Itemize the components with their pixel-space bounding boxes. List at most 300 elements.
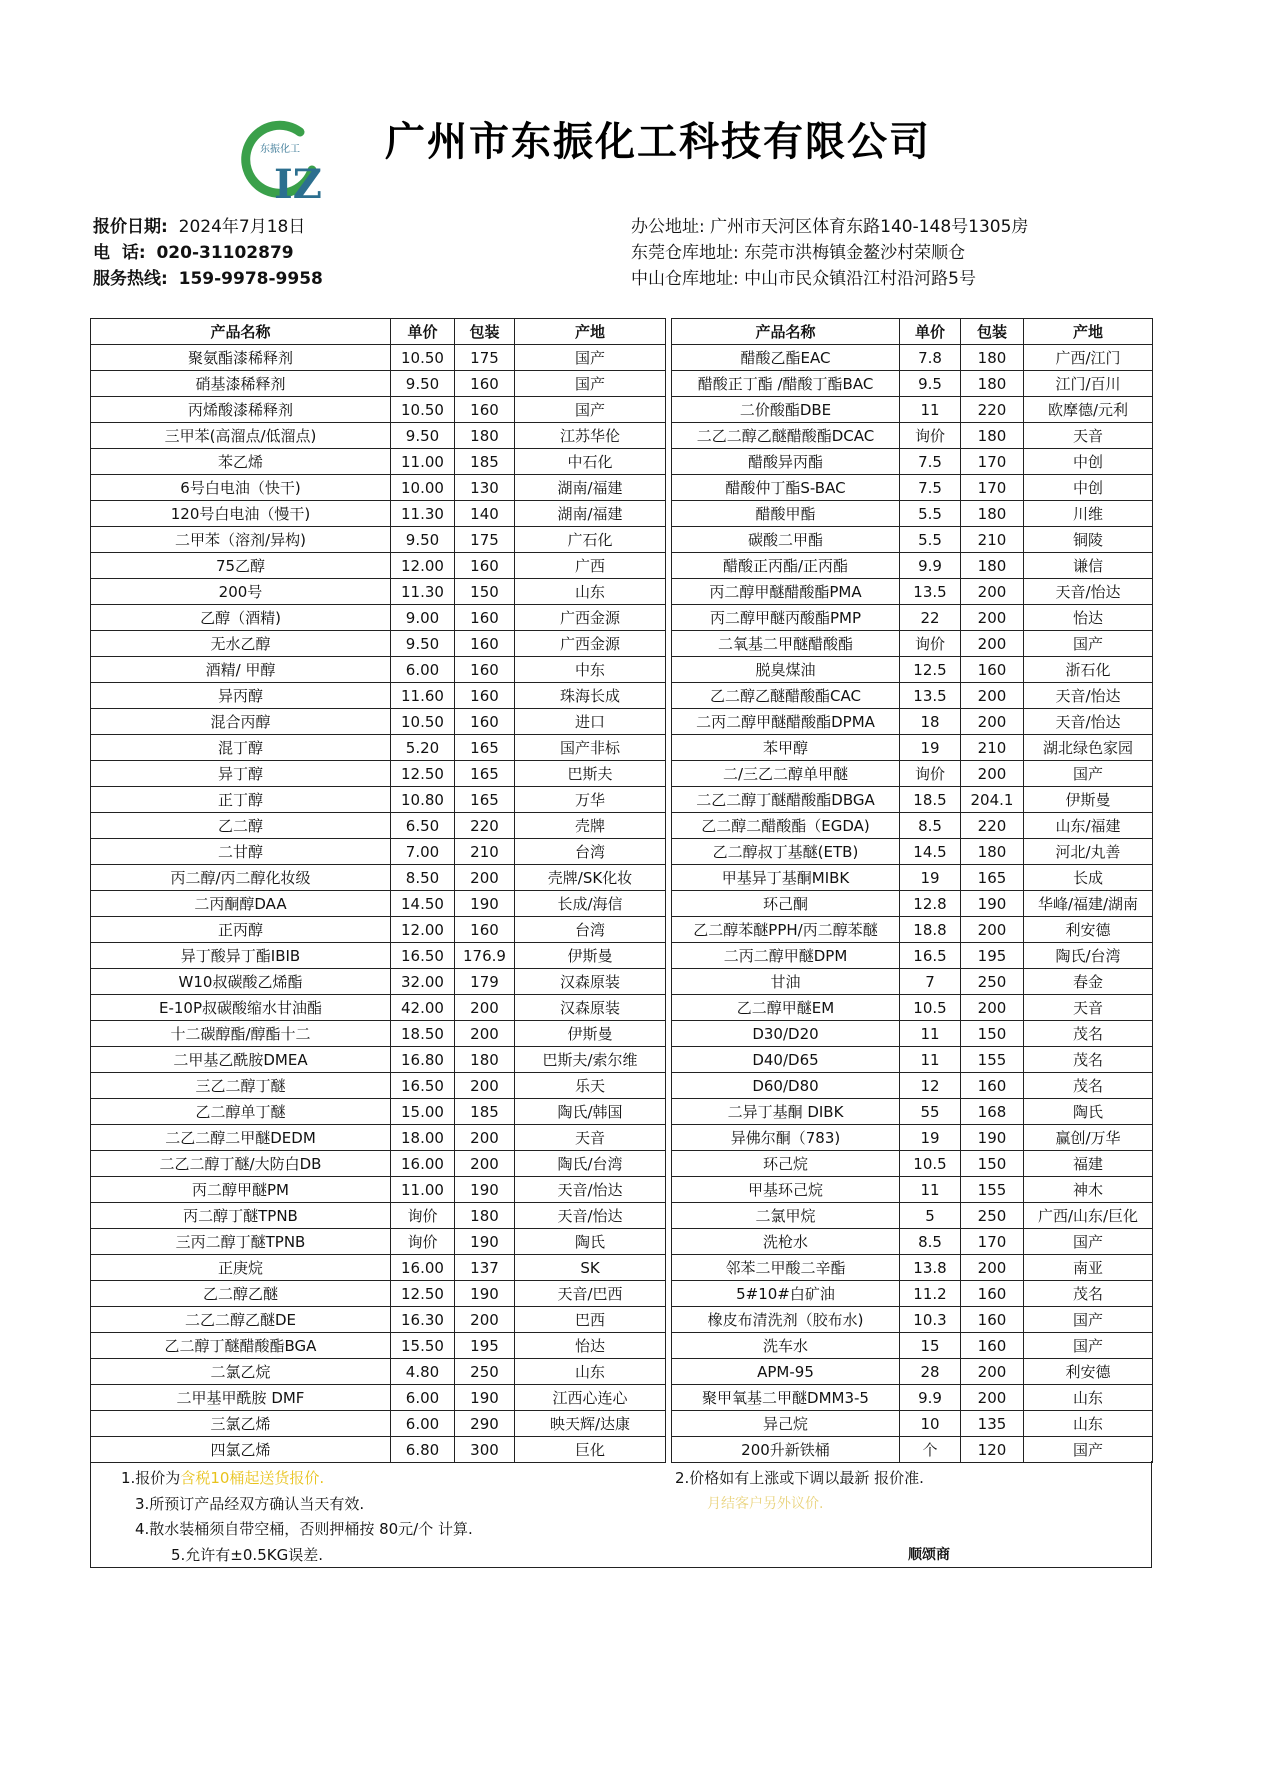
left-product-name: 二氯乙烷	[91, 1359, 391, 1385]
left-package: 200	[455, 995, 515, 1021]
table-row	[91, 605, 1153, 631]
left-product-name: W10叔碳酸乙烯酯	[91, 969, 391, 995]
left-origin: 万华	[515, 787, 666, 813]
right-unit-price: 22	[900, 605, 961, 631]
header-package-right: 包装	[961, 319, 1024, 345]
table-row	[91, 917, 1153, 943]
right-package: 250	[961, 1203, 1024, 1229]
left-package: 190	[455, 891, 515, 917]
left-origin: 长成/海信	[515, 891, 666, 917]
svg-text:IZ: IZ	[274, 161, 322, 202]
left-product-name: 三氯乙烯	[91, 1411, 391, 1437]
left-unit-price: 11.00	[391, 449, 455, 475]
table-row	[91, 1359, 1153, 1385]
table-row	[91, 657, 1153, 683]
right-package: 210	[961, 527, 1024, 553]
right-unit-price: 19	[900, 1125, 961, 1151]
right-origin: 茂名	[1024, 1073, 1153, 1099]
table-row	[91, 1281, 1153, 1307]
left-unit-price: 8.50	[391, 865, 455, 891]
left-origin: 壳牌/SK化妆	[515, 865, 666, 891]
right-origin: 长成	[1024, 865, 1153, 891]
right-product-name: 异己烷	[672, 1411, 900, 1437]
right-product-name: 聚甲氧基二甲醚DMM3-5	[672, 1385, 900, 1411]
header-origin-right: 产地	[1024, 319, 1153, 345]
left-origin: 天音/怡达	[515, 1177, 666, 1203]
left-package: 165	[455, 787, 515, 813]
right-origin: 茂名	[1024, 1281, 1153, 1307]
right-origin: 江门/百川	[1024, 371, 1153, 397]
left-unit-price: 询价	[391, 1229, 455, 1255]
right-origin: 欧摩德/元利	[1024, 397, 1153, 423]
left-unit-price: 11.00	[391, 1177, 455, 1203]
left-unit-price: 12.00	[391, 553, 455, 579]
table-row	[91, 1385, 1153, 1411]
right-package: 200	[961, 917, 1024, 943]
right-unit-price: 询价	[900, 631, 961, 657]
right-origin: 天音/怡达	[1024, 709, 1153, 735]
right-unit-price: 11	[900, 397, 961, 423]
right-package: 195	[961, 943, 1024, 969]
right-unit-price: 12	[900, 1073, 961, 1099]
left-unit-price: 6.80	[391, 1437, 455, 1463]
left-package: 175	[455, 527, 515, 553]
right-unit-price: 10.5	[900, 995, 961, 1021]
left-origin: 广西金源	[515, 605, 666, 631]
dongguan-warehouse-row: 东莞仓库地址: 东莞市洪梅镇金鳌沙村荣顺仓	[631, 243, 966, 263]
left-unit-price: 9.50	[391, 631, 455, 657]
right-unit-price: 7.8	[900, 345, 961, 371]
right-unit-price: 12.5	[900, 657, 961, 683]
right-unit-price: 8.5	[900, 813, 961, 839]
right-unit-price: 18	[900, 709, 961, 735]
right-origin: 浙石化	[1024, 657, 1153, 683]
left-package: 130	[455, 475, 515, 501]
left-unit-price: 12.50	[391, 761, 455, 787]
right-product-name: 二价酸酯DBE	[672, 397, 900, 423]
left-origin: 进口	[515, 709, 666, 735]
left-product-name: 三乙二醇丁醚	[91, 1073, 391, 1099]
quote-date-row: 报价日期: 2024年7月18日	[93, 217, 306, 237]
right-package: 155	[961, 1177, 1024, 1203]
left-product-name: 丙二醇丁醚TPNB	[91, 1203, 391, 1229]
right-origin: 川维	[1024, 501, 1153, 527]
table-row	[91, 579, 1153, 605]
right-origin: 华峰/福建/湖南	[1024, 891, 1153, 917]
right-unit-price: 7	[900, 969, 961, 995]
left-product-name: 乙二醇单丁醚	[91, 1099, 391, 1125]
table-row	[91, 683, 1153, 709]
left-package: 160	[455, 553, 515, 579]
left-unit-price: 11.60	[391, 683, 455, 709]
right-origin: 铜陵	[1024, 527, 1153, 553]
right-product-name: 环己酮	[672, 891, 900, 917]
left-unit-price: 9.50	[391, 371, 455, 397]
left-product-name: 混合丙醇	[91, 709, 391, 735]
left-unit-price: 10.80	[391, 787, 455, 813]
left-package: 200	[455, 1307, 515, 1333]
right-origin: 陶氏/台湾	[1024, 943, 1153, 969]
right-unit-price: 10	[900, 1411, 961, 1437]
contact-info	[93, 214, 323, 292]
right-origin: 天音	[1024, 995, 1153, 1021]
right-unit-price: 19	[900, 735, 961, 761]
left-package: 160	[455, 657, 515, 683]
table-row	[91, 1177, 1153, 1203]
table-row	[91, 527, 1153, 553]
left-product-name: 乙二醇丁醚醋酸酯BGA	[91, 1333, 391, 1359]
right-package: 200	[961, 579, 1024, 605]
right-origin: 国产	[1024, 631, 1153, 657]
left-unit-price: 42.00	[391, 995, 455, 1021]
header-package-left: 包装	[455, 319, 515, 345]
left-origin: 广西	[515, 553, 666, 579]
right-product-name: 醋酸异丙酯	[672, 449, 900, 475]
left-origin: 国产非标	[515, 735, 666, 761]
right-package: 180	[961, 501, 1024, 527]
left-unit-price: 16.30	[391, 1307, 455, 1333]
left-product-name: 三丙二醇丁醚TPNB	[91, 1229, 391, 1255]
table-row	[91, 345, 1153, 371]
company-title: 广州市东振化工科技有限公司	[385, 119, 931, 165]
right-origin: 谦信	[1024, 553, 1153, 579]
right-package: 180	[961, 553, 1024, 579]
left-product-name: 硝基漆稀释剂	[91, 371, 391, 397]
left-package: 200	[455, 1125, 515, 1151]
left-product-name: 异丙醇	[91, 683, 391, 709]
right-unit-price: 9.5	[900, 371, 961, 397]
table-row	[91, 787, 1153, 813]
table-row	[91, 501, 1153, 527]
right-product-name: 醋酸正丁酯 /醋酸丁酯BAC	[672, 371, 900, 397]
right-origin: 中创	[1024, 475, 1153, 501]
company-logo	[240, 118, 324, 202]
right-product-name: 乙二醇叔丁基醚(ETB)	[672, 839, 900, 865]
right-package: 220	[961, 397, 1024, 423]
left-product-name: 丙烯酸漆稀释剂	[91, 397, 391, 423]
left-unit-price: 16.50	[391, 943, 455, 969]
right-origin: 国产	[1024, 1437, 1153, 1463]
left-product-name: 丙二醇/丙二醇化妆级	[91, 865, 391, 891]
right-origin: 利安德	[1024, 917, 1153, 943]
table-row	[91, 761, 1153, 787]
right-product-name: 二丙二醇甲醚DPM	[672, 943, 900, 969]
right-unit-price: 18.5	[900, 787, 961, 813]
right-product-name: 二异丁基酮 DIBK	[672, 1099, 900, 1125]
table-row	[91, 1073, 1153, 1099]
right-package: 170	[961, 475, 1024, 501]
left-product-name: 乙二醇乙醚	[91, 1281, 391, 1307]
note-2: 2.价格如有上涨或下调以最新 报价准.	[675, 1469, 924, 1487]
right-unit-price: 7.5	[900, 475, 961, 501]
right-origin: 天音/怡达	[1024, 579, 1153, 605]
right-package: 150	[961, 1021, 1024, 1047]
table-row	[91, 423, 1153, 449]
left-origin: 国产	[515, 345, 666, 371]
left-package: 190	[455, 1229, 515, 1255]
left-unit-price: 5.20	[391, 735, 455, 761]
table-row	[91, 1099, 1153, 1125]
left-origin: 天音/怡达	[515, 1203, 666, 1229]
left-package: 250	[455, 1359, 515, 1385]
left-product-name: 乙醇（酒精)	[91, 605, 391, 631]
right-origin: 福建	[1024, 1151, 1153, 1177]
right-unit-price: 15	[900, 1333, 961, 1359]
left-product-name: 二乙二醇丁醚/大防白DB	[91, 1151, 391, 1177]
right-package: 204.1	[961, 787, 1024, 813]
left-package: 160	[455, 631, 515, 657]
table-row	[91, 1203, 1153, 1229]
table-row	[91, 839, 1153, 865]
right-unit-price: 10.5	[900, 1151, 961, 1177]
left-unit-price: 10.50	[391, 397, 455, 423]
left-product-name: 二甘醇	[91, 839, 391, 865]
left-package: 160	[455, 397, 515, 423]
right-origin: 国产	[1024, 1307, 1153, 1333]
right-package: 200	[961, 605, 1024, 631]
left-origin: 陶氏/韩国	[515, 1099, 666, 1125]
left-product-name: 三甲苯(高溜点/低溜点)	[91, 423, 391, 449]
left-product-name: 二甲基乙酰胺DMEA	[91, 1047, 391, 1073]
right-product-name: 脱臭煤油	[672, 657, 900, 683]
left-product-name: 十二碳醇酯/醇酯十二	[91, 1021, 391, 1047]
right-product-name: 醋酸正丙酯/正丙酯	[672, 553, 900, 579]
right-package: 160	[961, 1333, 1024, 1359]
left-unit-price: 16.00	[391, 1151, 455, 1177]
right-product-name: 甲基环己烷	[672, 1177, 900, 1203]
left-product-name: 正丙醇	[91, 917, 391, 943]
right-package: 150	[961, 1151, 1024, 1177]
left-origin: 广石化	[515, 527, 666, 553]
right-product-name: 环己烷	[672, 1151, 900, 1177]
left-product-name: 苯乙烯	[91, 449, 391, 475]
left-package: 195	[455, 1333, 515, 1359]
right-product-name: 异佛尔酮（783)	[672, 1125, 900, 1151]
left-package: 220	[455, 813, 515, 839]
left-unit-price: 11.30	[391, 501, 455, 527]
right-product-name: 二乙二醇乙醚醋酸酯DCAC	[672, 423, 900, 449]
right-package: 200	[961, 1255, 1024, 1281]
left-package: 185	[455, 1099, 515, 1125]
right-product-name: 二氧基二甲醚醋酸酯	[672, 631, 900, 657]
left-package: 190	[455, 1385, 515, 1411]
right-product-name: APM-95	[672, 1359, 900, 1385]
right-product-name: 乙二醇苯醚PPH/丙二醇苯醚	[672, 917, 900, 943]
right-unit-price: 13.8	[900, 1255, 961, 1281]
right-unit-price: 28	[900, 1359, 961, 1385]
left-unit-price: 7.00	[391, 839, 455, 865]
table-row	[91, 1151, 1153, 1177]
right-unit-price: 5	[900, 1203, 961, 1229]
left-package: 180	[455, 1047, 515, 1073]
left-product-name: 酒精/ 甲醇	[91, 657, 391, 683]
right-package: 200	[961, 683, 1024, 709]
left-origin: 台湾	[515, 917, 666, 943]
right-package: 120	[961, 1437, 1024, 1463]
left-package: 160	[455, 917, 515, 943]
right-product-name: 甲基异丁基酮MIBK	[672, 865, 900, 891]
left-origin: 映天辉/达康	[515, 1411, 666, 1437]
right-product-name: 碳酸二甲酯	[672, 527, 900, 553]
left-origin: 怡达	[515, 1333, 666, 1359]
price-table	[90, 318, 1153, 1463]
right-origin: 国产	[1024, 1229, 1153, 1255]
left-package: 137	[455, 1255, 515, 1281]
right-package: 200	[961, 761, 1024, 787]
left-origin: 天音/巴西	[515, 1281, 666, 1307]
right-origin: 神木	[1024, 1177, 1153, 1203]
right-unit-price: 9.9	[900, 553, 961, 579]
right-product-name: 橡皮布清洗剂（胶布水)	[672, 1307, 900, 1333]
right-origin: 怡达	[1024, 605, 1153, 631]
right-package: 160	[961, 657, 1024, 683]
left-package: 175	[455, 345, 515, 371]
right-product-name: 二氯甲烷	[672, 1203, 900, 1229]
notes-box	[90, 1461, 1152, 1568]
right-product-name: 5#10#白矿油	[672, 1281, 900, 1307]
price-table-body	[91, 345, 1153, 1463]
right-unit-price: 11	[900, 1177, 961, 1203]
right-unit-price: 12.8	[900, 891, 961, 917]
left-unit-price: 14.50	[391, 891, 455, 917]
left-package: 290	[455, 1411, 515, 1437]
right-unit-price: 询价	[900, 761, 961, 787]
note-5: 5.允许有±0.5KG误差.	[171, 1546, 323, 1564]
left-origin: 汉森原装	[515, 969, 666, 995]
table-row	[91, 1411, 1153, 1437]
right-package: 155	[961, 1047, 1024, 1073]
right-origin: 赢创/万华	[1024, 1125, 1153, 1151]
right-package: 160	[961, 1073, 1024, 1099]
table-row	[91, 735, 1153, 761]
right-unit-price: 18.8	[900, 917, 961, 943]
left-origin: 巴斯夫/索尔维	[515, 1047, 666, 1073]
note-1: 1.报价为含税10桶起送货报价.	[121, 1469, 325, 1487]
left-product-name: 无水乙醇	[91, 631, 391, 657]
left-product-name: 聚氨酯漆稀释剂	[91, 345, 391, 371]
left-package: 140	[455, 501, 515, 527]
right-product-name: 醋酸甲酯	[672, 501, 900, 527]
right-unit-price: 5.5	[900, 527, 961, 553]
signature: 顺颂商	[908, 1547, 950, 1563]
right-unit-price: 16.5	[900, 943, 961, 969]
left-origin: 台湾	[515, 839, 666, 865]
left-product-name: 二丙酮醇DAA	[91, 891, 391, 917]
left-origin: 巴斯夫	[515, 761, 666, 787]
left-product-name: 混丁醇	[91, 735, 391, 761]
right-package: 160	[961, 1307, 1024, 1333]
right-package: 200	[961, 631, 1024, 657]
address-info	[631, 214, 1028, 292]
left-package: 185	[455, 449, 515, 475]
left-unit-price: 6.00	[391, 657, 455, 683]
left-product-name: 75乙醇	[91, 553, 391, 579]
table-row	[91, 1021, 1153, 1047]
note-4: 4.散水装桶须自带空桶，否则押桶按 80元/个 计算.	[135, 1520, 473, 1538]
right-origin: 山东/福建	[1024, 813, 1153, 839]
right-package: 190	[961, 891, 1024, 917]
right-product-name: 醋酸仲丁酯S-BAC	[672, 475, 900, 501]
right-origin: 茂名	[1024, 1047, 1153, 1073]
table-row	[91, 553, 1153, 579]
right-origin: 山东	[1024, 1411, 1153, 1437]
note-3: 3.所预订产品经双方确认当天有效.	[135, 1495, 365, 1513]
table-row	[91, 891, 1153, 917]
table-row	[91, 1333, 1153, 1359]
table-row	[91, 1255, 1153, 1281]
left-product-name: 二乙二醇乙醚DE	[91, 1307, 391, 1333]
right-unit-price: 询价	[900, 423, 961, 449]
table-row	[91, 943, 1153, 969]
left-unit-price: 18.50	[391, 1021, 455, 1047]
left-unit-price: 16.00	[391, 1255, 455, 1281]
right-unit-price: 11	[900, 1047, 961, 1073]
left-unit-price: 9.50	[391, 423, 455, 449]
right-origin: 广西/江门	[1024, 345, 1153, 371]
header-product-right: 产品名称	[672, 319, 900, 345]
right-product-name: D60/D80	[672, 1073, 900, 1099]
left-unit-price: 6.00	[391, 1411, 455, 1437]
right-product-name: 二/三乙二醇单甲醚	[672, 761, 900, 787]
right-package: 170	[961, 449, 1024, 475]
left-unit-price: 10.00	[391, 475, 455, 501]
right-product-name: 丙二醇甲醚醋酸酯PMA	[672, 579, 900, 605]
left-package: 160	[455, 605, 515, 631]
right-product-name: 苯甲醇	[672, 735, 900, 761]
svg-text:东振化工: 东振化工	[260, 144, 300, 155]
right-package: 250	[961, 969, 1024, 995]
left-unit-price: 12.50	[391, 1281, 455, 1307]
right-unit-price: 7.5	[900, 449, 961, 475]
right-package: 135	[961, 1411, 1024, 1437]
right-origin: 广西/山东/巨化	[1024, 1203, 1153, 1229]
left-product-name: 二甲基甲酰胺 DMF	[91, 1385, 391, 1411]
left-product-name: 四氯乙烯	[91, 1437, 391, 1463]
left-product-name: 120号白电油（慢干)	[91, 501, 391, 527]
right-unit-price: 5.5	[900, 501, 961, 527]
right-package: 200	[961, 1359, 1024, 1385]
zhongshan-warehouse-row: 中山仓库地址: 中山市民众镇沿江村沿河路5号	[631, 269, 976, 289]
right-origin: 国产	[1024, 1333, 1153, 1359]
right-unit-price: 10.3	[900, 1307, 961, 1333]
left-origin: 湖南/福建	[515, 501, 666, 527]
left-product-name: 正丁醇	[91, 787, 391, 813]
right-origin: 伊斯曼	[1024, 787, 1153, 813]
left-unit-price: 9.00	[391, 605, 455, 631]
left-product-name: 乙二醇	[91, 813, 391, 839]
left-origin: 巴西	[515, 1307, 666, 1333]
right-product-name: 醋酸乙酯EAC	[672, 345, 900, 371]
table-row	[91, 1125, 1153, 1151]
left-origin: 陶氏/台湾	[515, 1151, 666, 1177]
left-origin: 山东	[515, 1359, 666, 1385]
left-origin: 天音	[515, 1125, 666, 1151]
left-unit-price: 11.30	[391, 579, 455, 605]
right-package: 170	[961, 1229, 1024, 1255]
left-package: 165	[455, 735, 515, 761]
left-unit-price: 15.50	[391, 1333, 455, 1359]
left-unit-price: 16.80	[391, 1047, 455, 1073]
right-package: 200	[961, 995, 1024, 1021]
table-row	[91, 475, 1153, 501]
phone-row: 电 话: 020-31102879	[93, 243, 294, 263]
right-product-name: 二乙二醇丁醚醋酸酯DBGA	[672, 787, 900, 813]
left-origin: 湖南/福建	[515, 475, 666, 501]
left-origin: 江苏华伦	[515, 423, 666, 449]
right-package: 190	[961, 1125, 1024, 1151]
left-product-name: 异丁醇	[91, 761, 391, 787]
header-origin-left: 产地	[515, 319, 666, 345]
